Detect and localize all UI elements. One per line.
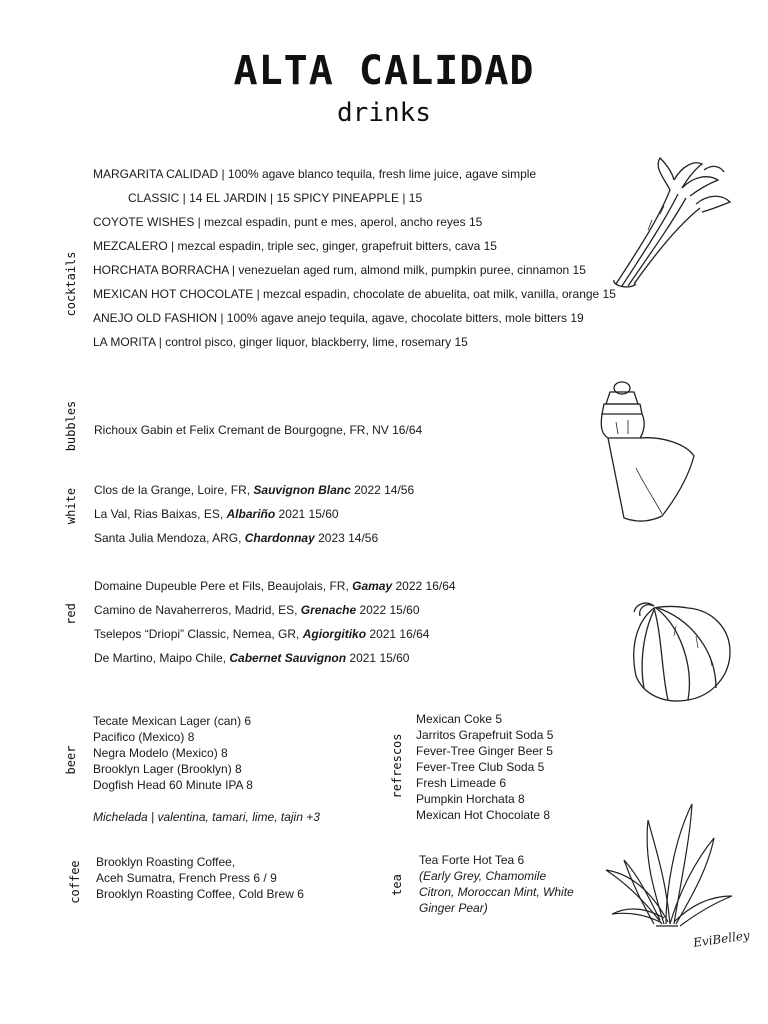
- refresco-item: Fever-Tree Ginger Beer 5: [416, 744, 553, 758]
- refresco-item: Fever-Tree Club Soda 5: [416, 760, 545, 774]
- beer-item: Negra Modelo (Mexico) 8: [93, 746, 228, 760]
- celery-illustration: [608, 150, 738, 290]
- beer-item: Tecate Mexican Lager (can) 6: [93, 714, 252, 728]
- section-label-coffee: coffee: [68, 860, 82, 904]
- page-subtitle: drinks: [337, 98, 431, 128]
- beer-item: Pacifico (Mexico) 8: [93, 730, 195, 744]
- section-label-red: red: [64, 603, 78, 625]
- cocktail-mexican-hot-chocolate: MEXICAN HOT CHOCOLATE | mezcal espadin, chocolate de abuelita, oat milk, vanilla, orange 15: [93, 287, 616, 301]
- cocktail-margarita: MARGARITA CALIDAD | 100% agave blanco tequila, fresh lime juice, agave simple: [93, 167, 537, 181]
- cocktail-anejo-old-fashion: ANEJO OLD FASHION | 100% agave anejo tequila, agave, chocolate bitters, mole bitters 19: [93, 311, 584, 325]
- tea-description: Ginger Pear): [419, 901, 488, 915]
- beer-item: Brooklyn Lager (Brooklyn) 8: [93, 762, 242, 776]
- red-wine-item: Tselepos “Driopi” Classic, Nemea, GR, Agiorgitiko 2021 16/64: [94, 627, 430, 641]
- coffee-item: Aceh Sumatra, French Press 6 / 9: [96, 871, 277, 885]
- cocktail-margarita-variants: CLASSIC | 14 EL JARDIN | 15 SPICY PINEAPPLE | 15: [128, 191, 423, 205]
- cocktail-shaker-illustration: [596, 378, 700, 526]
- white-wine-item: Clos de la Grange, Loire, FR, Sauvignon Blanc 2022 14/56: [94, 483, 415, 497]
- refresco-item: Mexican Coke 5: [416, 712, 503, 726]
- refresco-item: Jarritos Grapefruit Soda 5: [416, 728, 554, 742]
- cocktail-coyote-wishes: COYOTE WISHES | mezcal espadin, punt e mes, aperol, ancho reyes 15: [93, 215, 483, 229]
- physalis-illustration: [626, 596, 738, 708]
- tea-description: (Early Grey, Chamomile: [419, 869, 547, 883]
- section-label-refrescos: refrescos: [390, 733, 404, 799]
- beer-michelada: Michelada | valentina, tamari, lime, tajin +3: [93, 810, 320, 824]
- section-label-bubbles: bubbles: [64, 400, 78, 452]
- agave-illustration: [604, 800, 734, 928]
- cocktail-la-morita: LA MORITA | control pisco, ginger liquor, blackberry, lime, rosemary 15: [93, 335, 468, 349]
- page-title: ALTA CALIDAD: [233, 48, 535, 94]
- cocktail-mezcalero: MEZCALERO | mezcal espadin, triple sec, ginger, grapefruit bitters, cava 15: [93, 239, 497, 253]
- coffee-item: Brooklyn Roasting Coffee,: [96, 855, 236, 869]
- tea-item: Tea Forte Hot Tea 6: [419, 853, 525, 867]
- refresco-item: Pumpkin Horchata 8: [416, 792, 525, 806]
- red-wine-item: Domaine Dupeuble Pere et Fils, Beaujolais, FR, Gamay 2022 16/64: [94, 579, 456, 593]
- section-label-beer: beer: [64, 745, 78, 775]
- section-label-cocktails: cocktails: [64, 251, 78, 317]
- cocktail-horchata-borracha: HORCHATA BORRACHA | venezuelan aged rum, almond milk, pumpkin puree, cinnamon 15: [93, 263, 586, 277]
- refresco-item: Mexican Hot Chocolate 8: [416, 808, 551, 822]
- red-wine-item: Camino de Navaherreros, Madrid, ES, Grenache 2022 15/60: [94, 603, 420, 617]
- beer-item: Dogfish Head 60 Minute IPA 8: [93, 778, 253, 792]
- white-wine-item: Santa Julia Mendoza, ARG, Chardonnay 2023 14/56: [94, 531, 379, 545]
- bubbles-item: Richoux Gabin et Felix Cremant de Bourgogne, FR, NV 16/64: [94, 423, 423, 437]
- artist-signature: EviBelley: [692, 928, 751, 950]
- tea-description: Citron, Moroccan Mint, White: [419, 885, 574, 899]
- red-wine-item: De Martino, Maipo Chile, Cabernet Sauvignon 2021 15/60: [94, 651, 410, 665]
- coffee-item: Brooklyn Roasting Coffee, Cold Brew 6: [96, 887, 304, 901]
- white-wine-item: La Val, Rias Baixas, ES, Albariño 2021 15/60: [94, 507, 339, 521]
- section-label-tea: tea: [390, 874, 404, 896]
- refresco-item: Fresh Limeade 6: [416, 776, 507, 790]
- section-label-white: white: [64, 487, 78, 525]
